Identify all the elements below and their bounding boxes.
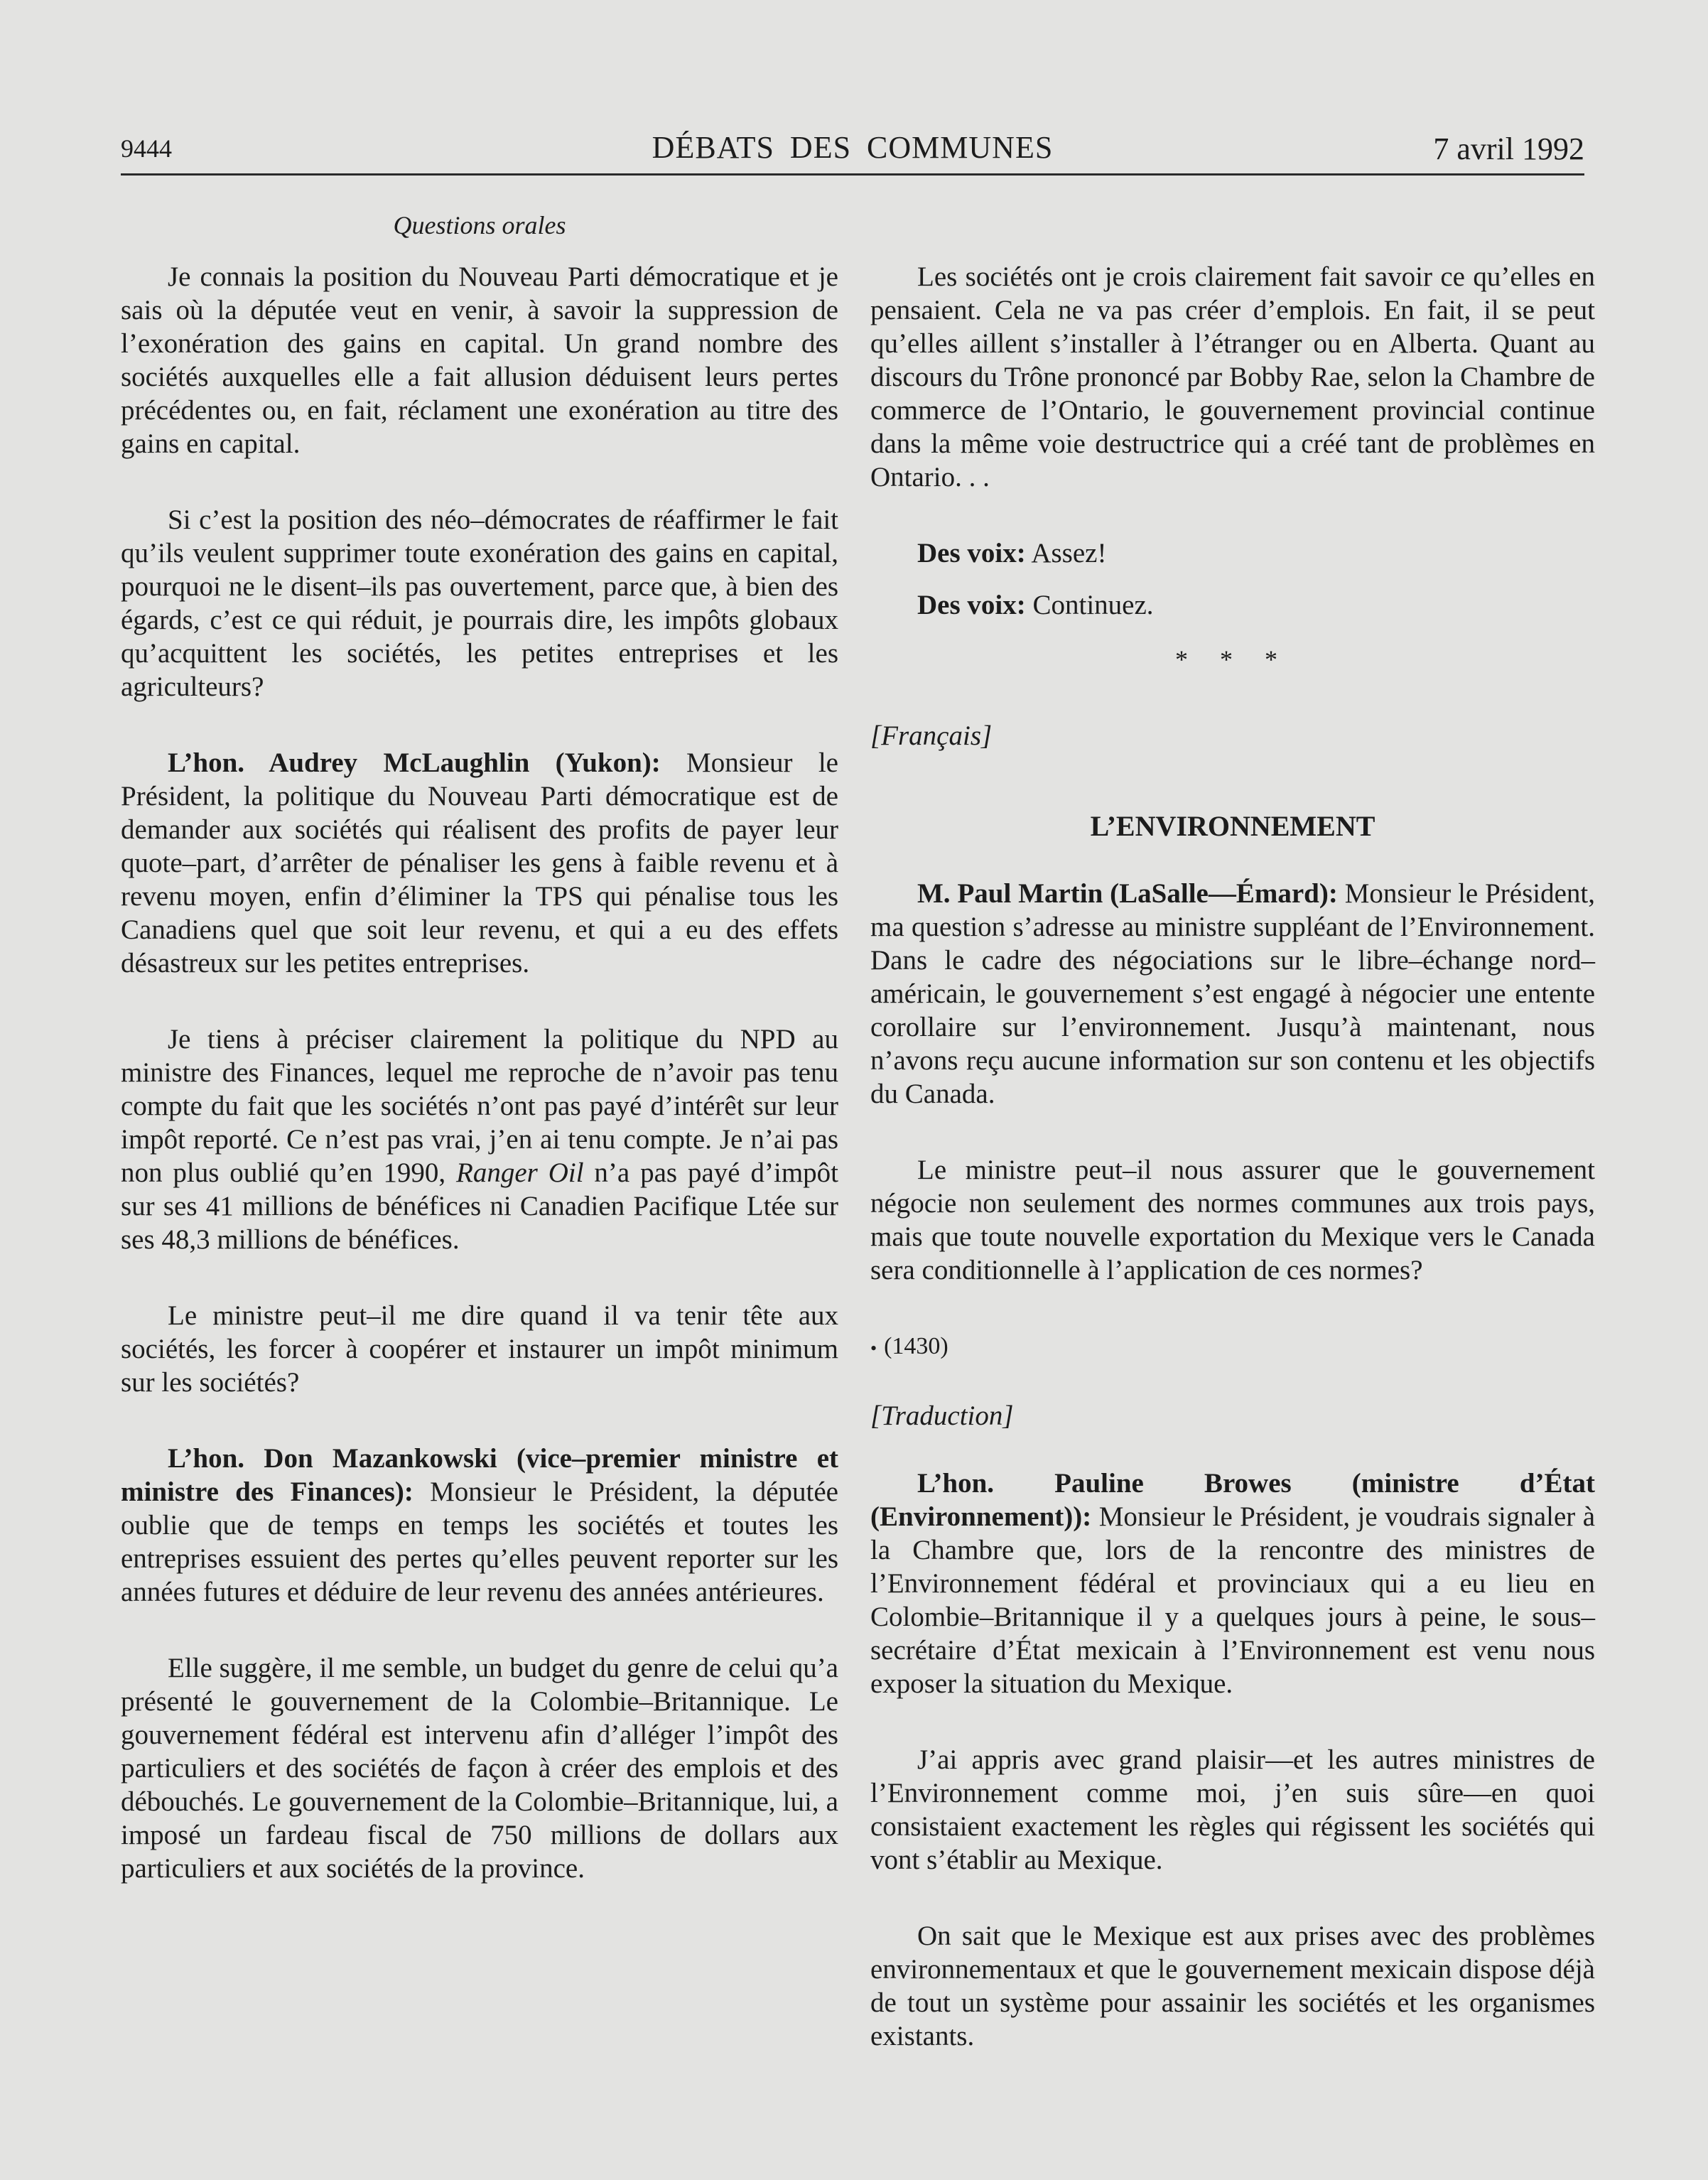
speech-text: Continuez. (1025, 590, 1154, 620)
left-column (121, 260, 838, 1928)
time-marker (870, 1329, 1595, 1365)
language-tag: [Traduction] (870, 1400, 1014, 1431)
right-column (870, 260, 1595, 2095)
publication-title: DÉBATS DES COMMUNES (652, 130, 1054, 165)
topic-heading: L’ENVIRONNEMENT (1090, 810, 1375, 842)
paragraph: J’ai appris avec grand plaisir—et les autres ministres de l’Environnement comme moi, j’en suis sûre—en quoi consistaient exactement les règles qui régissent les sociétés qui vont s’établir au Mexique. (870, 1744, 1595, 1875)
speech-paragraph (870, 877, 1595, 1111)
page-header (121, 128, 1584, 176)
speech-text: Monsieur le Président, la députée oublie que de temps en temps les sociétés et toutes les entreprises essuient des pertes qu’elles peuvent reporter sur les années futures et déduire de leur revenu des années antérieures. (121, 1477, 838, 1607)
company-name: Ranger Oil (456, 1158, 584, 1188)
speech-paragraph (121, 746, 838, 980)
speaker-name: L’hon. Audrey McLaughlin (Yukon): (168, 748, 661, 778)
paragraph: Le ministre peut–il nous assurer que le gouvernement négocie non seulement des normes communes aux trois pays, mais que toute nouvelle exportation du Mexique vers le Canada sera conditionnelle à l’application de ces normes? (870, 1155, 1595, 1285)
speech-text: Assez! (1025, 538, 1107, 568)
interjection (870, 588, 1595, 622)
interjection (870, 536, 1595, 570)
speaker-name: L’hon. Don Mazankowski (vice–premier ministre et ministre des Finances): (121, 1443, 838, 1507)
paragraph: Le ministre peut–il me dire quand il va tenir tête aux sociétés, les forcer à coopérer et instaurer un impôt minimum sur les sociétés? (121, 1300, 838, 1398)
section-title: Questions orales (393, 211, 566, 239)
paragraph: Elle suggère, il me semble, un budget du genre de celui qu’a présenté le gouvernement de la Colombie–Britannique. Le gouvernement fédéral est intervenu afin d’alléger l’impôt des particuliers et des sociétés de façon à créer des emplois et des débouchés. Le gouvernement de la Colombie–Britannique, lui, a imposé un fardeau fiscal de 750 millions de dollars aux particuliers et aux sociétés de la province. (121, 1653, 838, 1884)
time-stamp: (1430) (884, 1333, 948, 1359)
paragraph-text: n’a pas payé d’impôt sur ses 41 millions de bénéfices ni Canadien Pacifique Ltée sur ses 48,3 millions de bénéfices. (121, 1158, 839, 1255)
speaker-name: Des voix: (917, 590, 1026, 620)
speaker-name: L’hon. Pauline Browes (ministre d’État (Environnement)): (870, 1467, 1595, 1532)
speaker-name: M. Paul Martin (LaSalle—Émard): (917, 878, 1338, 909)
speech-paragraph (870, 1467, 1595, 1700)
page-number: 9444 (121, 134, 172, 163)
speech-text: Monsieur le Président, ma question s’adresse au ministre suppléant de l’Environnement. Dans le cadre des négociations sur le libre–échange nord–américain, le gouvernement s’est engagé à négocier une entente corollaire sur l’environnement. Jusqu’à maintenant, nous n’avons reçu aucune information sur son contenu et les objectifs du Canada. (870, 878, 1595, 1109)
paragraph: Les sociétés ont je crois clairement fait savoir ce qu’elles en pensaient. Cela ne va pas créer d’emplois. En fait, il se peut qu’elles aillent s’installer à l’étranger ou en Alberta. Quant au discours du Trône prononcé par Bobby Rae, selon la Chambre de commerce de l’Ontario, le gouvernement provincial continue dans la même voie destructrice qui a créé tant de problèmes en Ontario. . . (870, 261, 1595, 492)
language-tag: [Français] (870, 721, 993, 751)
paragraph: Je connais la position du Nouveau Parti démocratique et je sais où la députée veut en venir, à savoir la suppression de l’exonération des gains en capital. Un grand nombre des sociétés auxquelles elle a fait allusion déduisent leurs pertes précédentes ou, en fait, réclament une exonération au titre des gains en capital. (121, 261, 838, 459)
paragraph: On sait que le Mexique est aux prises avec des problèmes environnementaux et que le gouvernement mexicain dispose déjà de tout un système pour assainir les sociétés et les organismes existants. (870, 1920, 1595, 2051)
bullet-icon: • (870, 1337, 877, 1359)
paragraph (121, 1022, 838, 1256)
paragraph: Si c’est la position des néo–démocrates de réaffirmer le fait qu’ils veulent supprimer toute exonération des gains en capital, pourquoi ne le disent–ils pas ouvertement, parce que, à bien des égards, c’est ce qui réduit, je pourrais dire, les impôts globaux qu’acquittent les sociétés, les petites entreprises et les agriculteurs? (121, 504, 838, 702)
page-date: 7 avril 1992 (1433, 131, 1584, 166)
speaker-name: Des voix: (917, 538, 1026, 568)
paragraph-text: Je tiens à préciser clairement la politique du NPD au ministre des Finances, lequel me reproche de n’avoir pas tenu compte du fait que les sociétés n’ont pas payé d’intérêt sur leur impôt reporté. Ce n’est pas vrai, j’en ai tenu compte. Je n’ai pas non plus oublié qu’en 1990, (121, 1024, 838, 1188)
speech-text: Monsieur le Président, la politique du Nouveau Parti démocratique est de demander aux sociétés qui réalisent des profits de payer leur quote–part, d’arrêter de pénaliser les gens à faible revenu et à revenu moyen, enfin d’éliminer la TPS qui pénalise tous les Canadiens quel que soit leur revenu, et qui a eu des effets désastreux sur les petites entreprises. (121, 748, 838, 978)
speech-text: Monsieur le Président, je voudrais signaler à la Chambre que, lors de la rencontre des ministres de l’Environnement fédéral et provinciaux qui a eu lieu en Colombie–Britannique il y a quelques jours à peine, le sous–secrétaire d’État mexicain à l’Environnement est venu nous exposer la situation du Mexique. (870, 1501, 1595, 1699)
section-separator: * * * (1175, 645, 1290, 674)
speech-paragraph (121, 1442, 838, 1609)
